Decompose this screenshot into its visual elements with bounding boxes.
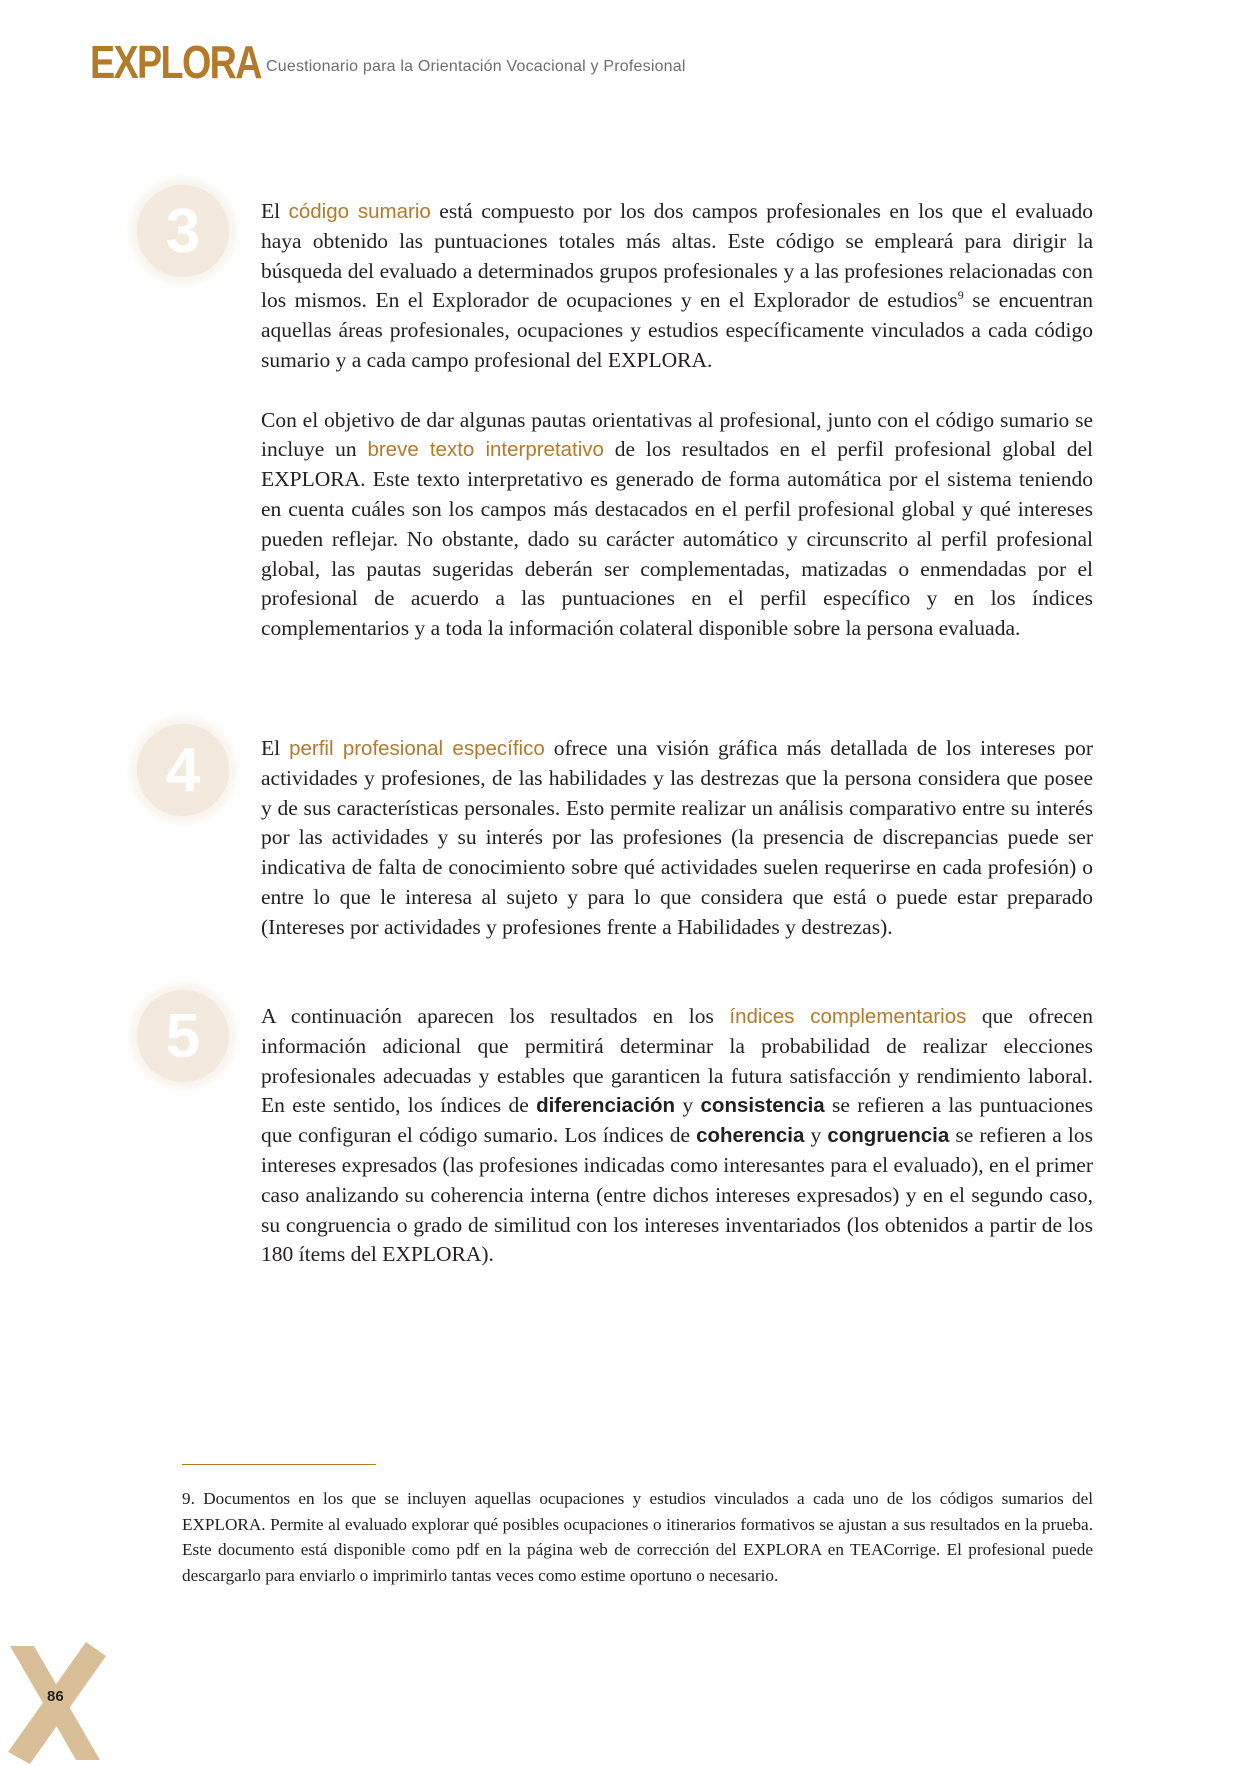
section-5	[261, 1002, 1093, 1270]
section-number-4: 4	[137, 724, 229, 816]
page-number: 86	[47, 1688, 64, 1705]
footnote-divider	[182, 1464, 376, 1465]
section-3-paragraph-2: Con el objetivo de dar algunas pautas orientativas al profesional, junto con el código sumario se incluye un breve texto interpretativo de los resultados en el perfil profesional global del EXPLORA. Este texto interpretativo es generado de forma automática por el sistema teniendo en cuenta cuáles son los campos más destacados en el perfil profesional global y qué intereses pueden reflejar. No obstante, dado su carácter automático y circunscrito al perfil profesional global, las pautas sugeridas deberán ser complementadas, matizadas o enmendadas por el profesional de acuerdo a las puntuaciones en el perfil específico y en los índices complementarios y a toda la información colateral disponible sobre la persona evaluada.	[261, 407, 1093, 641]
footnote-reference: 9	[957, 288, 964, 303]
highlight-codigo-sumario: código sumario	[288, 200, 431, 223]
highlight-breve-texto: breve texto interpretativo	[367, 438, 604, 462]
term-consistencia: consistencia	[700, 1094, 825, 1118]
term-diferenciacion: diferenciación	[536, 1094, 676, 1118]
explora-logo: EXPLORA	[90, 36, 261, 88]
header-title: Cuestionario para la Orientación Vocacional y Profesional	[266, 58, 686, 75]
term-congruencia: congruencia	[827, 1124, 950, 1148]
section-3-paragraph-1: El código sumario está compuesto por los dos campos profesionales en los que el evaluado haya obtenido las puntuaciones totales más altas. Este código se empleará para dirigir la búsqueda del evaluado a determinados grupos profesionales y a las profesiones relacionadas con los mismos. En el Explorador de ocupaciones y en el Explorador de estudios$^9$ se encuentran aquellas áreas profesionales, ocupaciones y estudios específicamente vinculados a cada código sumario y a cada campo profesional del EXPLORA.	[261, 199, 1093, 372]
section-4-paragraph-1: El perfil profesional específico ofrece una visión gráfica más detallada de los intereses por actividades y profesiones, de las habilidades y las destrezas que la persona considera que posee y de sus características personales. Esto permite realizar un análisis comparativo entre su interés por las actividades y su interés por las profesiones (la presencia de discrepancias puede ser indicativa de falta de conocimiento sobre qué actividades suelen requerirse en cada profesión) o entre lo que le interesa al sujeto y para lo que considera que está o puede estar preparado (Intereses por actividades y profesiones frente a Habilidades y destrezas).	[261, 736, 1093, 939]
section-4	[261, 734, 1093, 943]
footnote-9: 9. Documentos en los que se incluyen aquellas ocupaciones y estudios vinculados a cada uno de los códigos sumarios del EXPLORA. Permite al evaluado explorar qué posibles ocupaciones o itinerarios formativos se ajustan a sus resultados en la prueba. Este documento está disponible como pdf en la página web de corrección del EXPLORA en TEACorrige. El profesional puede descargarlo para enviarlo o imprimirlo tantas veces como estime oportuno o necesario.	[182, 1489, 1093, 1585]
highlight-indices-complementarios: índices complementarios	[729, 1005, 967, 1028]
section-3	[261, 197, 1093, 644]
section-number-3: 3	[137, 185, 229, 277]
section-5-paragraph-1: A continuación aparecen los resultados en los índices complementarios que ofrecen información adicional que permitirá determinar la probabilidad de realizar elecciones profesionales adecuadas y estables que garanticen la futura satisfacción y rendimiento laboral. En este sentido, los índices de diferenciación y consistencia se refieren a las puntuaciones que configuran el código sumario. Los índices de coherencia y congruencia se refieren a los intereses expresados (las profesiones indicadas como interesantes para el evaluado), en el primer caso analizando su coherencia interna (entre dichos intereses expresados) y en el segundo caso, su congruencia o grado de similitud con los intereses inventariados (los obtenidos a partir de los 180 ítems del EXPLORA).	[261, 1004, 1094, 1267]
highlight-perfil-especifico: perfil profesional específico	[289, 737, 545, 760]
term-coherencia: coherencia	[696, 1124, 805, 1148]
section-number-5: 5	[137, 990, 229, 1082]
